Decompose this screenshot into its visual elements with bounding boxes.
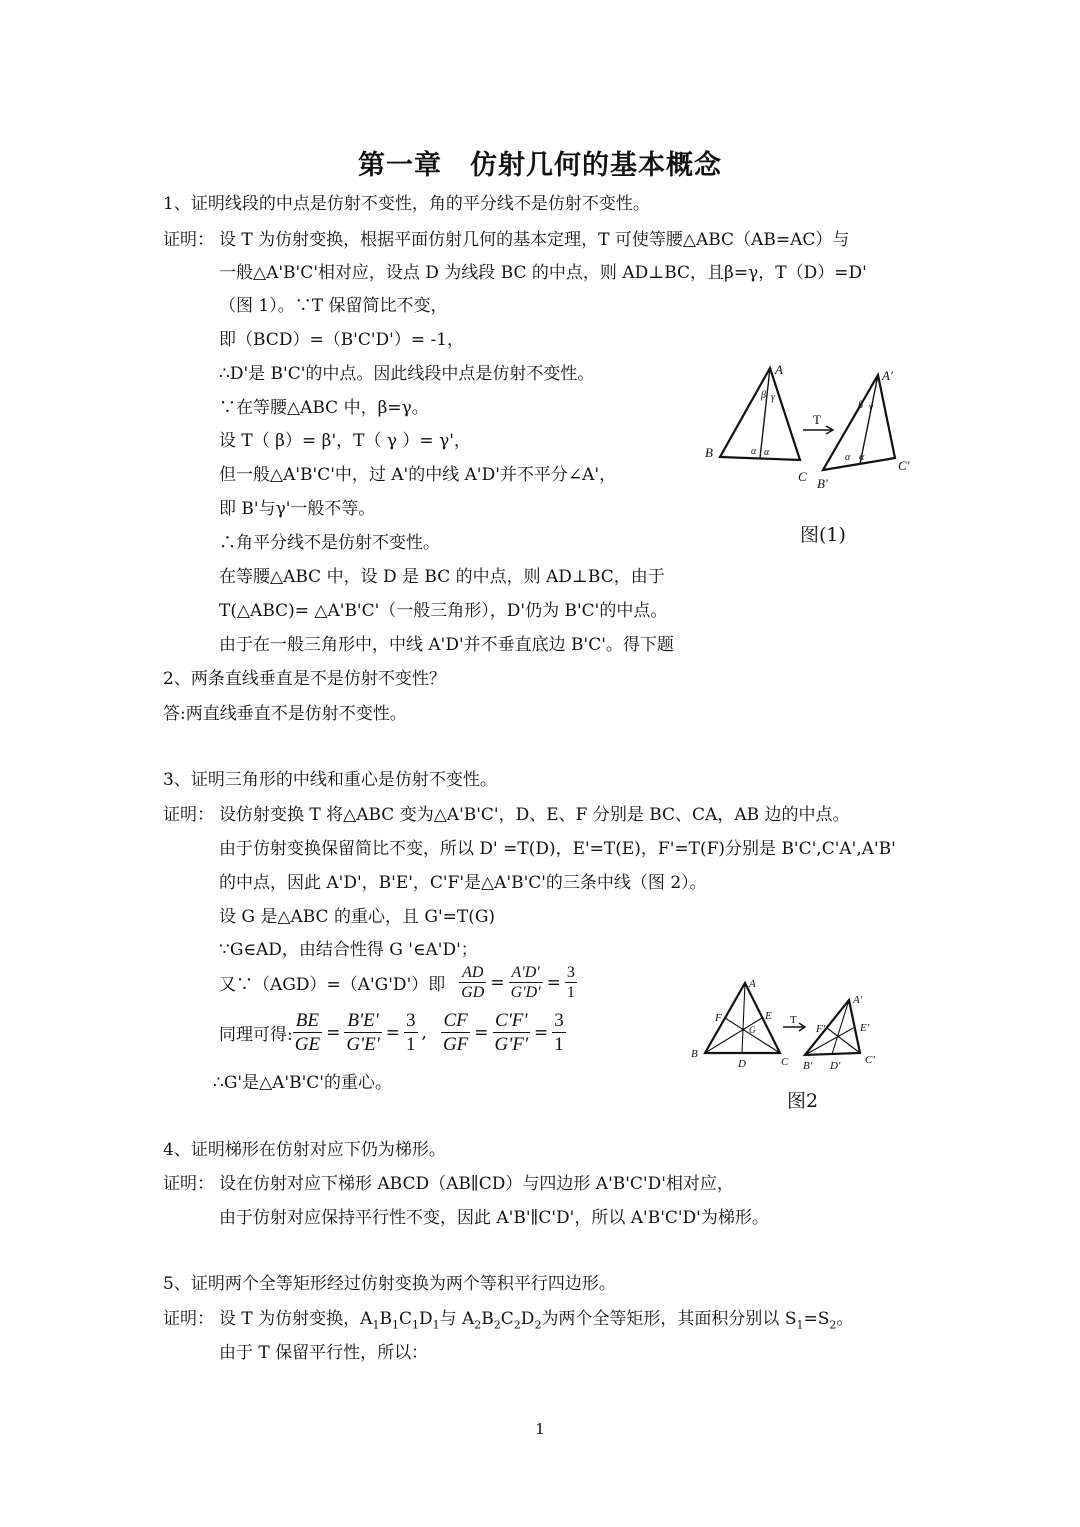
q5-proof-label: 证明： xyxy=(163,1309,214,1329)
q4-line: 设在仿射对应下梯形 ABCD（AB∥CD）与四边形 A'B'C'D'相对应， xyxy=(219,1174,734,1194)
label-c: C xyxy=(798,469,807,484)
q1-proof-label: 证明： xyxy=(163,230,214,250)
label-e: E xyxy=(765,1010,772,1022)
label-d: D xyxy=(738,1058,746,1070)
q5-line: 设 T 为仿射变换，$A_1B_1C_1D_1$与 $A_2B_2C_2D_2$为两个全等矩形，其面积分别以 $S_1=S_2$。 xyxy=(219,1309,854,1332)
label-t: T xyxy=(790,1014,797,1026)
q1-line: ∵在等腰△ABC 中，β=γ。 xyxy=(219,398,429,418)
label-g: G xyxy=(749,1025,756,1035)
frac-den: 1 xyxy=(406,1034,416,1055)
label-gamma: γ xyxy=(869,402,873,413)
frac-den: GE xyxy=(294,1034,321,1055)
q1-line: 设 T（ β）= β'，T（ γ ）= γ'， xyxy=(219,431,471,451)
frac-den: G'E' xyxy=(346,1034,380,1055)
frac-num: CF xyxy=(441,1009,470,1033)
label-beta: β xyxy=(858,400,863,411)
q1-line: 即 B'与γ'一般不等。 xyxy=(219,499,376,519)
q1-line: 一般△A'B'C'相对应，设点 D 为线段 BC 的中点，则 AD⊥BC，且β=γ，T（D）=D' xyxy=(219,263,867,283)
q4-proof-label: 证明： xyxy=(163,1174,214,1194)
label-c: C xyxy=(781,1056,789,1068)
label-c-prime: C' xyxy=(865,1054,875,1066)
frac-den: G'F' xyxy=(494,1034,528,1055)
label-alpha: α xyxy=(764,447,770,458)
q3-proof-label: 证明： xyxy=(163,805,214,825)
frac-num: 3 xyxy=(406,1010,416,1031)
ratio-prefix: 又∵（AGD）=（A'G'D'）即 xyxy=(219,975,446,995)
label-alpha: α xyxy=(751,446,757,457)
q1-line: ∴角平分线不是仿射不变性。 xyxy=(219,533,440,553)
q3-line: ∵G∈AD，由结合性得 G '∈A'D'； xyxy=(219,940,478,960)
figure-2-caption: 图2 xyxy=(787,1090,819,1112)
label-a: A xyxy=(749,978,756,990)
label-b-prime: B' xyxy=(817,476,828,491)
frac-den: GF xyxy=(442,1034,469,1055)
label-gamma: γ xyxy=(771,392,775,403)
q3-line: 设 G 是△ABC 的重心，且 G'=T(G) xyxy=(219,907,496,927)
frac-num: 3 xyxy=(566,964,575,981)
q3-line: 的中点，因此 A'D'，B'E'，C'F'是△A'B'C'的三条中线（图 2）。 xyxy=(219,873,707,893)
q1-line: 由于在一般三角形中，中线 A'D'并不垂直底边 B'C'。得下题 xyxy=(219,635,674,655)
q1-line: 设 T 为仿射变换，根据平面仿射几何的基本定理，T 可使等腰△ABC（AB=AC）与 xyxy=(219,230,850,250)
label-f-prime: F' xyxy=(816,1023,826,1035)
chapter-title: 第一章 仿射几何的基本概念 xyxy=(358,150,722,181)
frac-den: 1 xyxy=(554,1034,564,1055)
frac-num: AD xyxy=(459,963,486,983)
median-a2d2 xyxy=(860,375,878,464)
q5-line: 由于 T 保留平行性，所以： xyxy=(219,1343,429,1363)
label-alpha: α xyxy=(859,452,865,463)
q1-line: 即（BCD）=（B'C'D'）= -1， xyxy=(219,330,465,350)
label-b: B xyxy=(705,445,713,460)
figure-1-diagram xyxy=(695,360,920,495)
q4-question: 4、证明梯形在仿射对应下仍为梯形。 xyxy=(163,1140,446,1160)
frac-den: GD xyxy=(461,984,485,1001)
q1-line: 在等腰△ABC 中，设 D 是 BC 的中点，则 AD⊥BC，由于 xyxy=(219,567,665,587)
label-a-prime: A' xyxy=(853,994,863,1006)
triangle-abc xyxy=(720,368,800,460)
label-b: B xyxy=(691,1048,698,1060)
frac-den: G'D' xyxy=(510,984,541,1001)
q3-line: 设仿射变换 T 将△ABC 变为△A'B'C'，D、E、F 分别是 BC、CA，AB 边的中点。 xyxy=(219,805,850,825)
label-alpha: α xyxy=(845,452,851,463)
label-b-prime: B' xyxy=(803,1060,813,1072)
q5-question: 5、证明两个全等矩形经过仿射变换为两个等积平行四边形。 xyxy=(163,1274,616,1294)
q1-line: （图 1）。∵T 保留简比不变， xyxy=(219,296,448,316)
label-e-prime: E' xyxy=(860,1022,870,1034)
frac-num: B'E' xyxy=(344,1009,381,1033)
frac-num: C'F' xyxy=(493,1009,530,1033)
q2-answer: 答:两直线垂直不是仿射不变性。 xyxy=(163,704,407,724)
label-f: F xyxy=(715,1012,722,1024)
q1-line: ∴D'是 B'C'的中点。因此线段中点是仿射不变性。 xyxy=(219,364,595,384)
figure-1-caption: 图(1) xyxy=(800,524,846,546)
frac-num: A'D' xyxy=(509,963,543,983)
q1-line: 但一般△A'B'C'中，过 A'的中线 A'D'并不平分∠A'， xyxy=(219,465,617,485)
label-a-prime: A' xyxy=(882,368,893,383)
q3-conclusion: ∴G'是△A'B'C'的重心。 xyxy=(213,1073,392,1093)
frac-den: 1 xyxy=(566,984,575,1001)
same-prefix: 同理可得: xyxy=(219,1025,293,1045)
label-t: T xyxy=(813,412,821,427)
q1-line: T(△ABC)= △A'B'C'（一般三角形），D'仍为 B'C'的中点。 xyxy=(219,601,668,621)
page-number: 1 xyxy=(535,1420,545,1438)
frac-num: BE xyxy=(293,1009,322,1033)
ratio-row-2: 同理可得: $\frac{BE}{GE}$ = $\frac{B'E'}{G'E'}$ = $\frac{3}{1}$ , $\frac{CF}{GF}$ = $\frac{C'F'}{G'F'}$ = $\frac{3}{1}$ xyxy=(219,1010,564,1055)
figure-2-diagram xyxy=(685,975,895,1075)
q4-line: 由于仿射对应保持平行性不变，因此 A'B'∥C'D'，所以 A'B'C'D'为梯形。 xyxy=(219,1208,769,1228)
label-a: A xyxy=(775,362,783,377)
label-d-prime: D' xyxy=(830,1060,841,1072)
frac-num: 3 xyxy=(554,1010,564,1031)
q3-question: 3、证明三角形的中线和重心是仿射不变性。 xyxy=(163,770,497,790)
label-c-prime: C' xyxy=(898,458,910,473)
q3-line: 由于仿射变换保留简比不变，所以 D' =T(D)，E'=T(E)，F'=T(F)分别是 B'C',C'A',A'B' xyxy=(219,839,896,859)
ratio-row-1: 又∵（AGD）=（A'G'D'）即 $\frac{AD}{GD}$ = $\frac{A'D'}{G'D'}$ = $\frac{3}{1}$ xyxy=(219,964,575,1001)
label-beta: β xyxy=(761,390,766,401)
q2-question: 2、两条直线垂直是不是仿射不变性？ xyxy=(163,669,446,689)
q1-question: 1、证明线段的中点是仿射不变性，角的平分线不是仿射不变性。 xyxy=(163,194,650,214)
